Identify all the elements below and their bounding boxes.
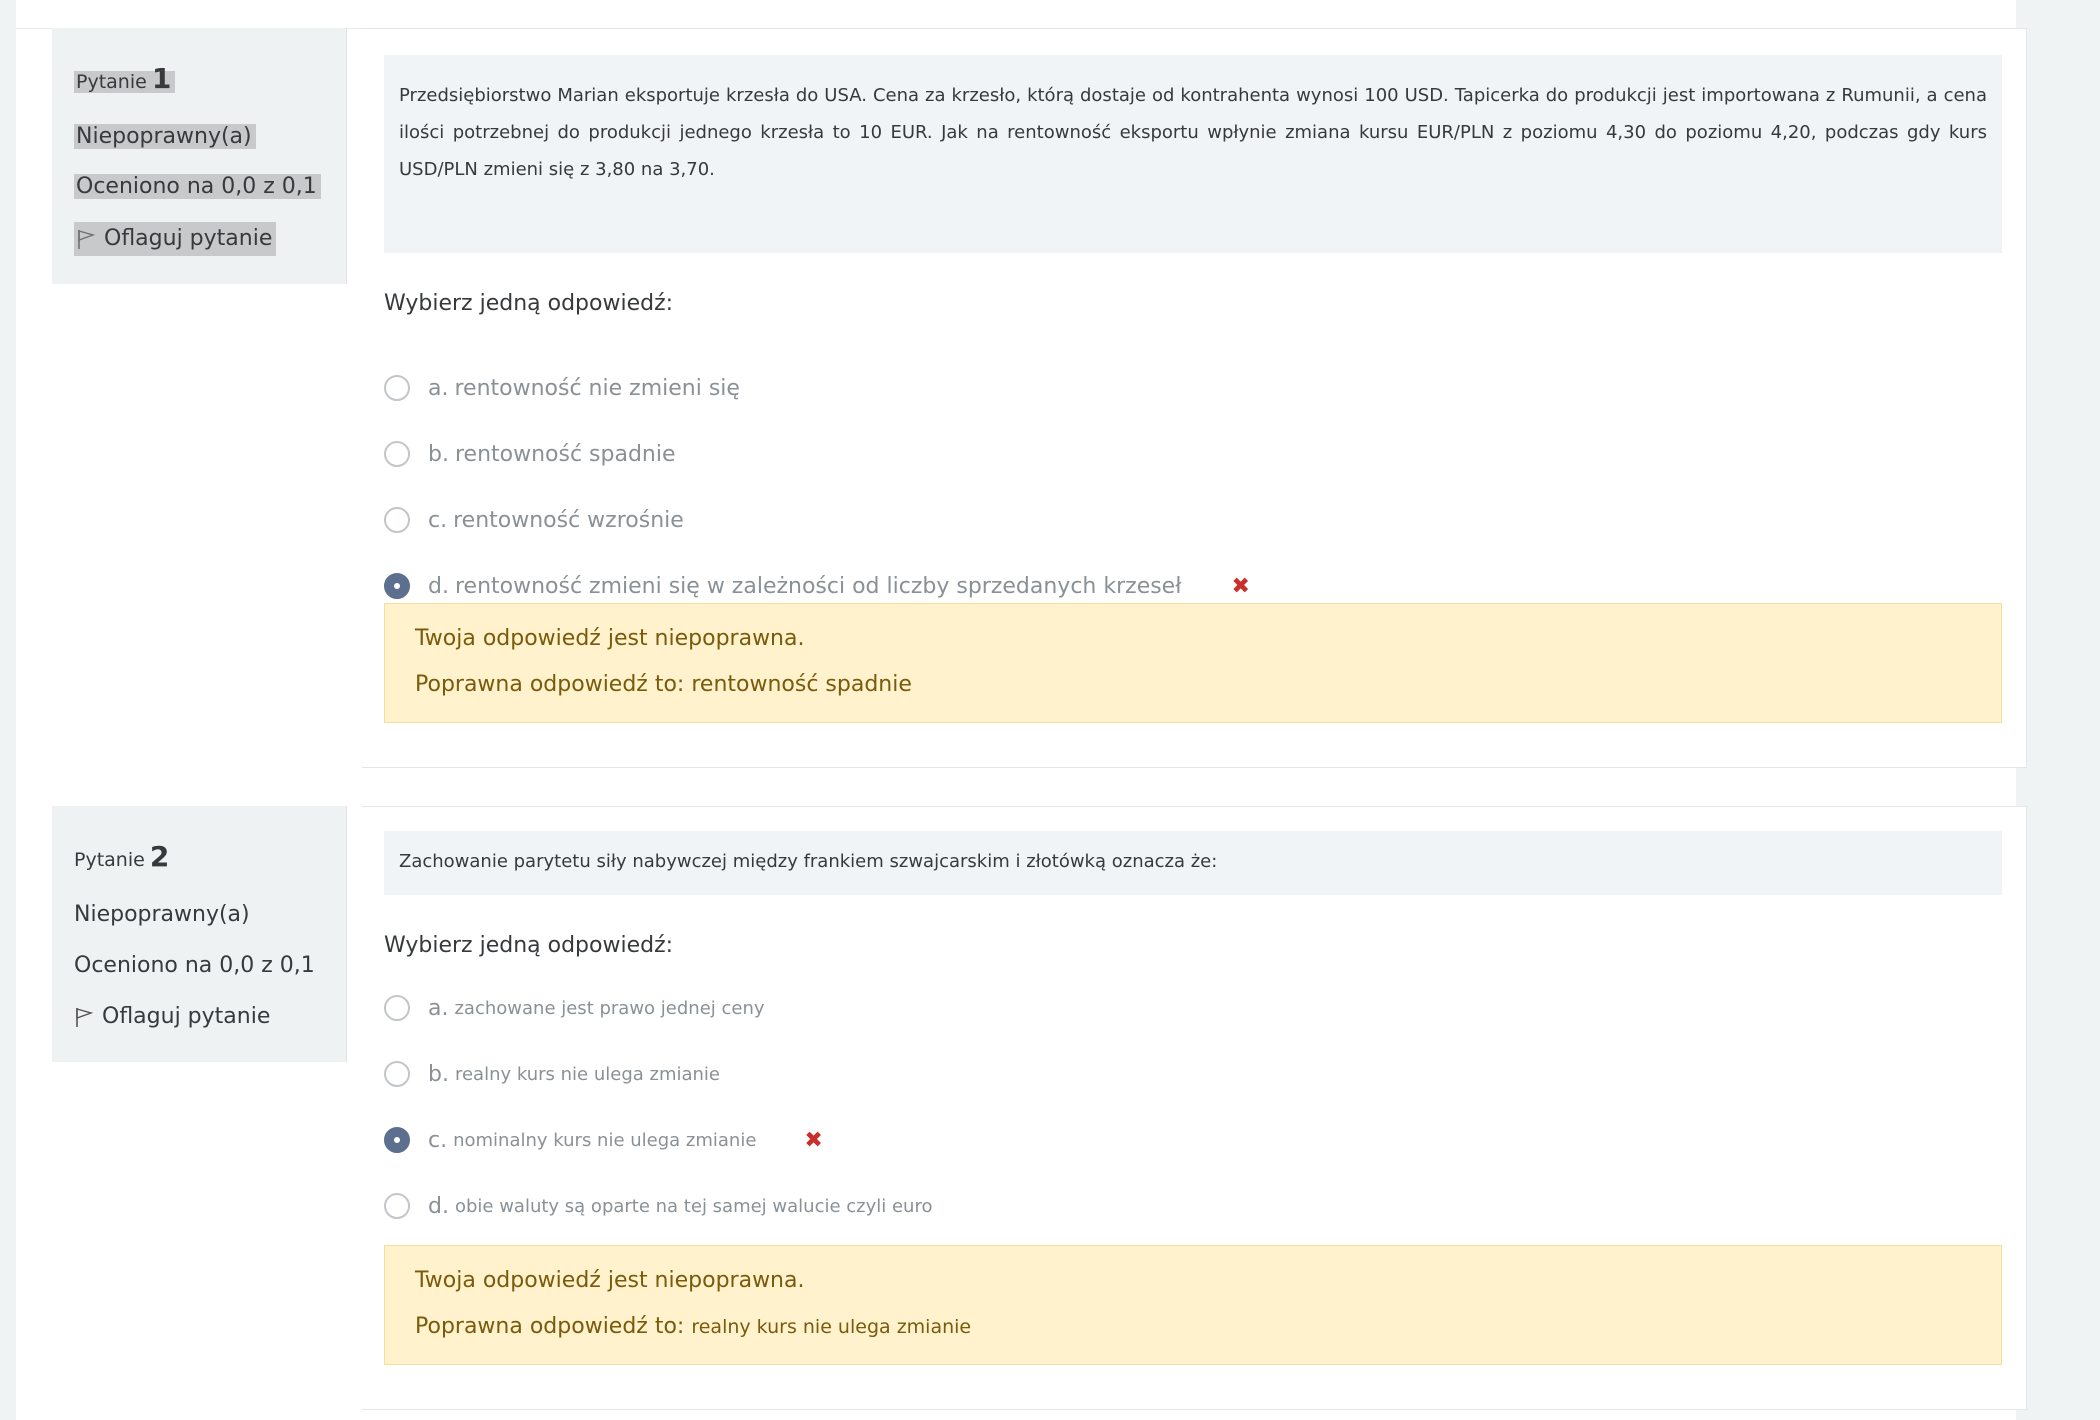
question-info [52,28,347,284]
grade-text: Oceniono na 0,0 z 0,1 [74,174,321,199]
answer-letter: a. [428,995,449,1021]
answer-option-a[interactable] [384,991,765,1025]
flag-question-link[interactable] [74,1000,270,1039]
answer-letter: c. [428,507,448,533]
radio-button[interactable] [384,1061,410,1087]
question-number-value: 1 [151,62,172,95]
question-grade: Oceniono na 0,0 z 0,1 [74,953,315,978]
answer-letter: c. [428,1127,448,1153]
question-content [362,28,2027,768]
question-text: Przedsiębiorstwo Marian eksportuje krzesła do USA. Cena za krzesło, którą dostaje od kontrahenta wynosi 100 USD. Tapicerka do produkcji jest importowana z Rumunii, a cena ilości potrzebnej do produkcji jednego krzesła to 10 EUR. Jak na rentowność eksportu wpłynie zmiana kursu EUR/PLN z poziomu 4,30 do poziomu 4,20, podczas gdy kurs USD/PLN zmieni się z 3,80 na 3,70. [399,85,1987,180]
flag-label[interactable]: Oflaguj pytanie [102,1004,271,1029]
answer-prompt: Wybierz jedną odpowiedź: [384,291,674,316]
top-panel-edge [16,0,2016,29]
radio-button-checked[interactable] [384,1127,410,1153]
question-number [74,62,175,95]
question-number [74,840,169,873]
answer-option-b[interactable] [384,437,676,471]
question-text-box [384,55,2002,253]
flag-icon [74,1006,94,1028]
question-state [74,120,256,154]
feedback-incorrect: Twoja odpowiedź jest niepoprawna. [415,626,805,651]
radio-button[interactable] [384,507,410,533]
flag-question-link[interactable] [74,222,276,261]
feedback-correct-value: rentowność spadnie [691,672,912,697]
question-info [52,806,347,1062]
flag-icon [76,228,96,250]
answer-text: zachowane jest prawo jednej ceny [454,997,765,1019]
feedback-correct-value: realny kurs nie ulega zmianie [691,1316,972,1338]
feedback-correct-answer [415,1314,971,1339]
answer-option-d[interactable] [384,569,1250,603]
answer-text: realny kurs nie ulega zmianie [454,1063,721,1085]
question-number-value: 2 [149,840,170,873]
radio-button[interactable] [384,1193,410,1219]
answer-option-b[interactable] [384,1057,720,1091]
answer-text: rentowność spadnie [454,441,676,467]
answer-letter: b. [428,441,449,467]
quiz-review-content [16,0,2016,1420]
question-2 [52,806,2026,1411]
radio-button[interactable] [384,995,410,1021]
answer-text: obie waluty są oparte na tej samej walucie czyli euro [454,1195,933,1217]
answer-option-c[interactable] [384,503,684,537]
answer-text: nominalny kurs nie ulega zmianie [453,1129,757,1151]
feedback-box [384,1245,2002,1365]
answer-option-c[interactable] [384,1123,823,1157]
answer-text: rentowność wzrośnie [453,507,684,533]
question-state: Niepoprawny(a) [74,902,250,927]
answer-letter: b. [428,1061,449,1087]
question-label: Pytanie [74,849,145,871]
cross-icon: ✖ [1231,573,1250,599]
feedback-correct-answer [415,672,912,697]
cross-icon: ✖ [804,1127,823,1153]
answer-prompt: Wybierz jedną odpowiedź: [384,933,674,958]
answer-letter: d. [428,1193,449,1219]
feedback-correct-prefix: Poprawna odpowiedź to: [415,1314,685,1339]
answer-option-d[interactable] [384,1189,932,1223]
state-text: Niepoprawny(a) [74,124,256,149]
feedback-incorrect: Twoja odpowiedź jest niepoprawna. [415,1268,805,1293]
answer-option-a[interactable] [384,371,740,405]
feedback-correct-prefix: Poprawna odpowiedź to: [415,672,685,697]
answer-letter: d. [428,573,449,599]
question-label: Pytanie [76,71,147,93]
radio-button[interactable] [384,375,410,401]
answer-letter: a. [428,375,449,401]
flag-label[interactable]: Oflaguj pytanie [104,226,273,251]
question-1 [52,28,2026,768]
feedback-box [384,603,2002,723]
answer-text: rentowność zmieni się w zależności od liczby sprzedanych krzeseł [454,573,1182,599]
question-content [362,806,2027,1410]
radio-button-checked[interactable] [384,573,410,599]
answer-text: rentowność nie zmieni się [454,375,740,401]
question-grade [74,170,321,204]
question-text: Zachowanie parytetu siły nabywczej między frankiem szwajcarskim i złotówką oznacza że: [399,851,1218,872]
radio-button[interactable] [384,441,410,467]
question-text-box [384,831,2002,895]
